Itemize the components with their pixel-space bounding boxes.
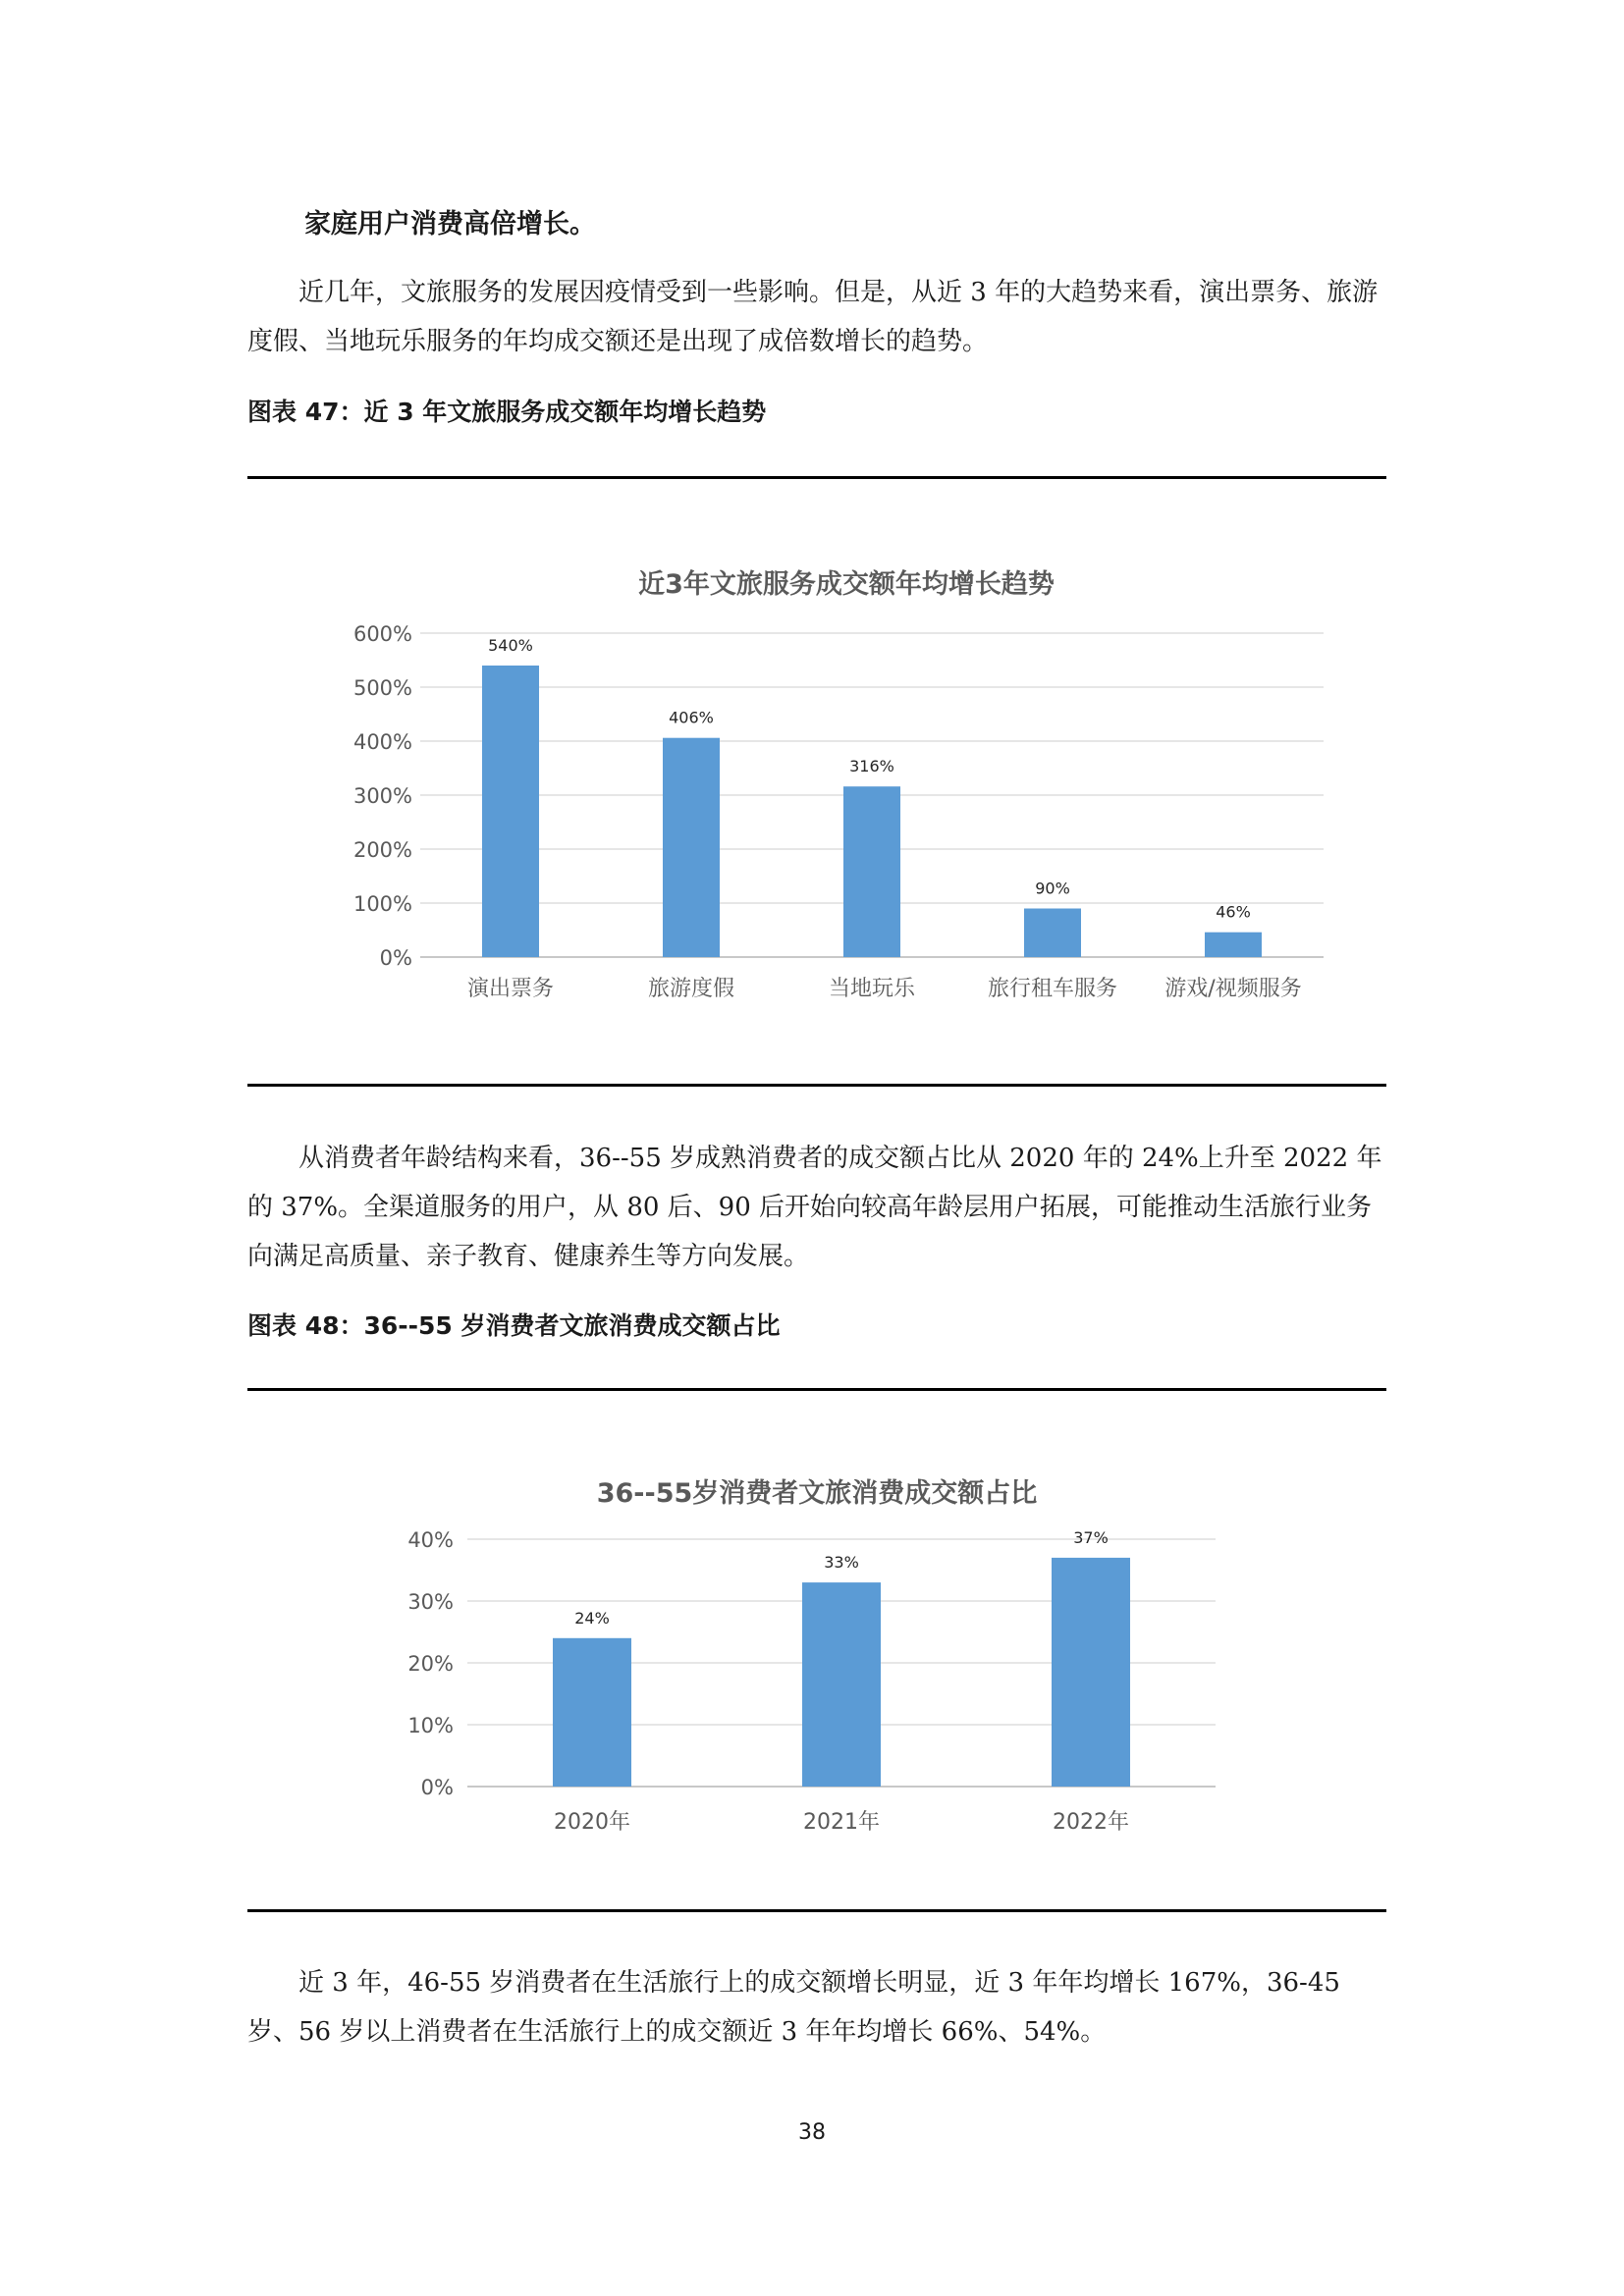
bar-1 [553,1638,631,1787]
section-heading: 家庭用户消费高倍增长。 [304,209,596,240]
paragraph-1: 近几年，文旅服务的发展因疫情受到一些影响。但是，从近 3 年的大趋势来看，演出票务、旅游度假、当地玩乐服务的年均成交额还是出现了成倍数增长的趋势。 [247,278,1379,356]
x-category-label: 2020年 [554,1810,630,1835]
figure-top-rule [247,476,1386,479]
y-tick-label: 40% [407,1528,454,1552]
y-tick-label: 0% [379,946,412,970]
data-label: 33% [824,1553,859,1573]
data-label: 316% [849,757,894,776]
x-category-label: 游戏/视频服务 [1164,977,1302,1001]
data-label: 37% [1073,1527,1109,1547]
y-tick-label: 10% [407,1714,454,1737]
y-tick-label: 20% [407,1652,454,1676]
x-category-label: 2021年 [803,1810,880,1835]
data-label: 406% [669,708,714,727]
y-tick-label: 30% [407,1590,454,1614]
data-label: 46% [1216,902,1251,922]
y-tick-label: 100% [352,892,412,916]
bar-4 [1024,909,1081,958]
bar-3 [843,786,900,957]
figure-caption-48: 图表 48：36--55 岁消费者文旅消费成交额占比 [247,1311,781,1340]
bar-2 [663,738,720,957]
bar-5 [1205,933,1262,957]
bar-2 [802,1582,881,1787]
y-tick-label: 400% [352,730,412,754]
figure-bottom-rule [247,1909,1386,1912]
y-tick-label: 600% [352,622,412,646]
x-category-label: 当地玩乐 [828,977,916,1001]
y-tick-label: 500% [352,676,412,700]
x-category-label: 旅行租车服务 [987,977,1118,1001]
chart-title: 近3年文旅服务成交额年均增长趋势 [638,569,1055,600]
data-label: 90% [1035,879,1070,898]
x-category-label: 旅游度假 [647,977,735,1001]
chart-title: 36--55岁消费者文旅消费成交额占比 [596,1478,1038,1509]
paragraph-3: 近 3 年，46-55 岁消费者在生活旅行上的成交额增长明显，近 3 年年均增长 167%，36-45 岁、56 岁以上消费者在生活旅行上的成交额近 3 年年均增长 66%、54%。 [247,1968,1340,2047]
figure-caption-47: 图表 47：近 3 年文旅服务成交额年均增长趋势 [247,398,767,426]
data-label: 24% [574,1608,610,1628]
chart-growth-trend [247,538,1386,1029]
bar-3 [1052,1558,1130,1787]
y-tick-label: 0% [420,1776,454,1799]
figure-top-rule [247,1388,1386,1391]
x-category-label: 演出票务 [466,977,555,1001]
chart-growth-trend-svg [247,538,1386,1029]
chart-age-share [247,1453,1386,1845]
y-tick-label: 300% [352,784,412,808]
chart-age-share-svg [247,1453,1386,1845]
data-label: 540% [488,636,533,655]
x-category-label: 2022年 [1053,1810,1129,1835]
figure-bottom-rule [247,1084,1386,1087]
bar-1 [482,666,539,957]
page-number: 38 [798,2120,826,2145]
paragraph-2: 从消费者年龄结构来看，36--55 岁成熟消费者的成交额占比从 2020 年的 24%上升至 2022 年的 37%。全渠道服务的用户，从 80 后、90 后开始向较高年龄层用户拓展，可能推动生活旅行业务向满足高质量、亲子教育、健康养生等方向发展。 [247,1144,1382,1271]
y-tick-label: 200% [352,838,412,862]
